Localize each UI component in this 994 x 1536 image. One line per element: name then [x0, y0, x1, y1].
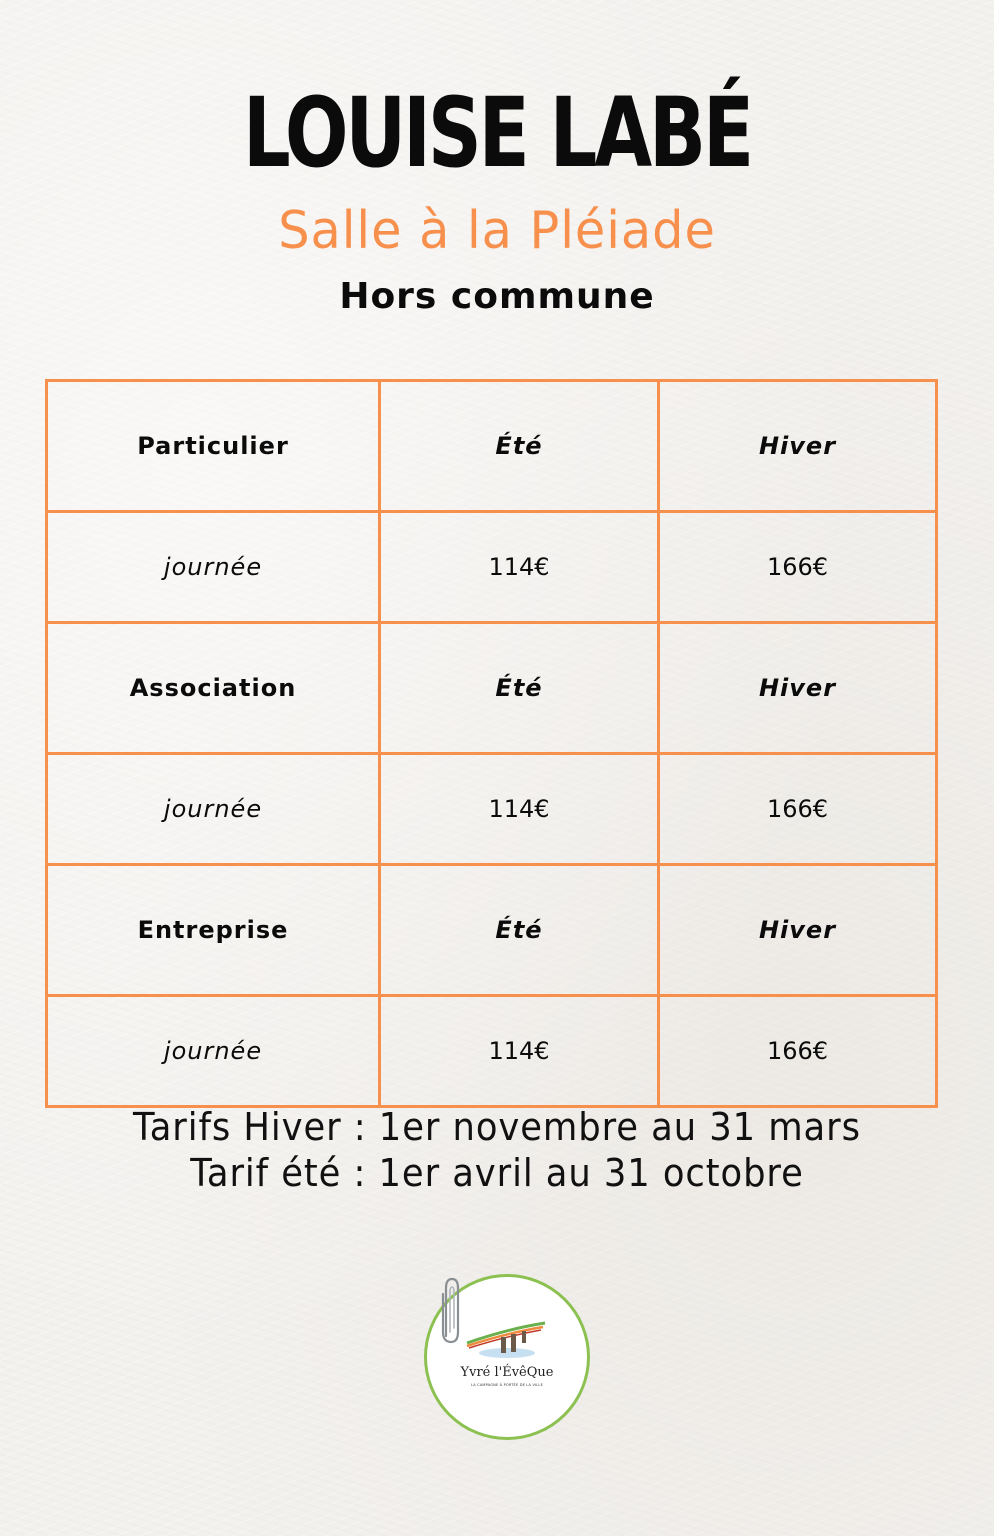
- season-summer-cell: Été: [380, 865, 659, 996]
- venue-subtitle: Salle à la Pléiade: [278, 201, 716, 261]
- season-summer-cell: Été: [380, 623, 659, 754]
- category-cell: Particulier: [47, 381, 380, 512]
- period-cell: journée: [47, 996, 380, 1107]
- price-summer-cell: 114€: [380, 754, 659, 865]
- period-cell: journée: [47, 754, 380, 865]
- paperclip-icon: [440, 1276, 462, 1346]
- season-winter-cell: Hiver: [659, 623, 937, 754]
- season-summer-cell: Été: [380, 381, 659, 512]
- price-winter-cell: 166€: [659, 996, 937, 1107]
- category-cell: Association: [47, 623, 380, 754]
- table-row: [47, 754, 937, 865]
- table-row: [47, 381, 937, 512]
- category-cell: Entreprise: [47, 865, 380, 996]
- pricing-table: [45, 379, 938, 1108]
- period-cell: journée: [47, 512, 380, 623]
- section-heading: Hors commune: [339, 276, 655, 317]
- price-winter-cell: 166€: [659, 512, 937, 623]
- price-winter-cell: 166€: [659, 754, 937, 865]
- winter-note: Tarifs Hiver : 1er novembre au 31 mars: [133, 1105, 861, 1149]
- logo-tagline: LA CAMPAGNE À PORTÉE DE LA VILLE: [471, 1383, 543, 1387]
- season-winter-cell: Hiver: [659, 865, 937, 996]
- summer-note: Tarif été : 1er avril au 31 octobre: [190, 1151, 804, 1195]
- season-notes: [0, 1104, 994, 1196]
- table-row: [47, 865, 937, 996]
- season-winter-cell: Hiver: [659, 381, 937, 512]
- table-row: [47, 512, 937, 623]
- price-summer-cell: 114€: [380, 512, 659, 623]
- logo-name: Yvré l'ÉvêQue: [460, 1365, 554, 1380]
- table-row: [47, 996, 937, 1107]
- price-summer-cell: 114€: [380, 996, 659, 1107]
- table-row: [47, 623, 937, 754]
- page-title: LOUISE LABÉ: [242, 77, 752, 189]
